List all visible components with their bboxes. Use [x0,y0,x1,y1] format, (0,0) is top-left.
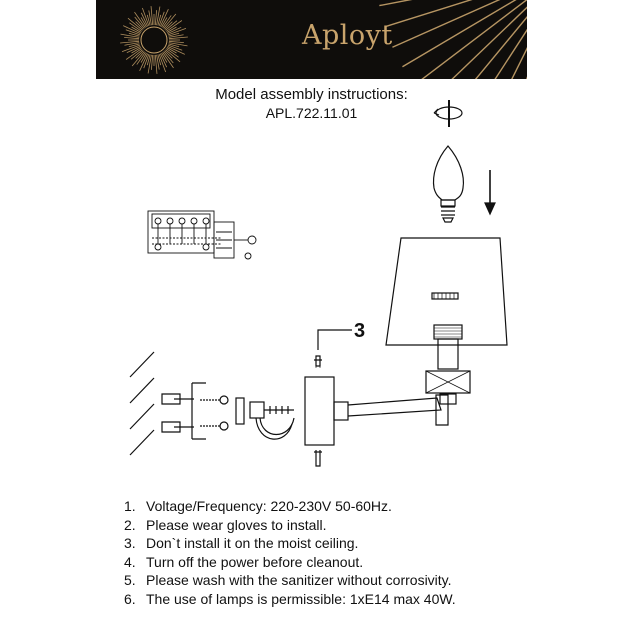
mounting-bracket [162,383,228,439]
model-number: APL.722.11.01 [265,105,358,121]
list-item: 5. Please wash with the sanitizer without corrosivity. [124,572,452,589]
terminal-block [236,398,294,439]
instructions-list [124,497,456,609]
rotate-arrow-icon [434,100,462,127]
list-item: 6. The use of lamps is permissible: 1xE14 max 40W. [124,590,456,607]
sconce-arm [334,395,448,425]
brand-logo-text: Aployt [302,20,393,51]
wiring-schematic-icon [148,211,256,259]
list-item: 2. Please wear gloves to install. [124,516,327,533]
callout-number: 3 [354,320,366,342]
list-item: 1. Voltage/Frequency: 220-230V 50-60Hz. [124,498,392,514]
list-item: 3. Don`t install it on the moist ceiling. [124,535,359,552]
list-item: 4. Turn off the power before cleanout. [124,553,364,570]
wall-plate [305,356,334,466]
lamp-socket [426,325,470,404]
bulb-icon [434,146,464,222]
page-title: Model assembly instructions: [215,86,408,103]
wall-hatching [130,352,154,455]
lamp-shade [386,238,507,345]
down-arrow-icon [485,170,495,214]
callout-line [318,330,352,350]
